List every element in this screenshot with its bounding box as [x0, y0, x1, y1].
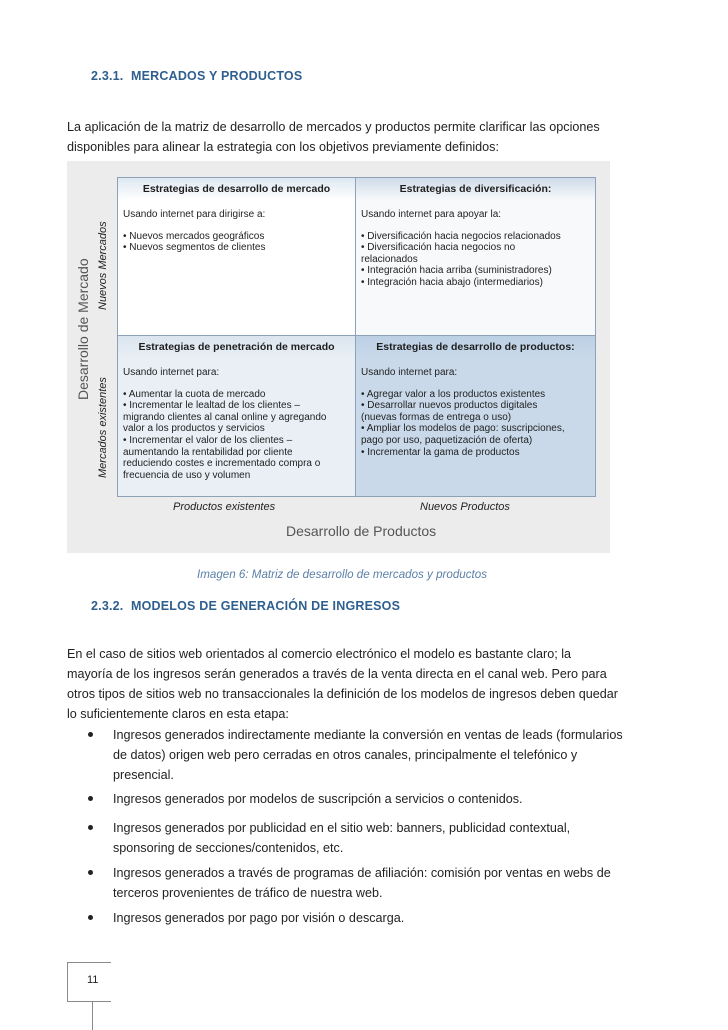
bullet-icon: [88, 796, 93, 801]
bullet-icon: [88, 915, 93, 920]
quadrant-market-penetration: [118, 336, 356, 496]
section-title: MERCADOS Y PRODUCTOS: [131, 69, 303, 83]
quadrant-item: aumentando la rentabilidad por cliente: [123, 446, 293, 458]
quadrant-item: • Diversificación hacia negocios relacionados: [361, 230, 561, 242]
quadrant-item: • Agregar valor a los productos existentes: [361, 388, 546, 400]
x-label-existing-products: Productos existentes: [173, 501, 276, 513]
quadrant-item: frecuencia de uso y volumen: [123, 469, 251, 481]
revenue-paragraph: [67, 644, 707, 724]
list-item-line: Ingresos generados a través de programas de afiliación: comisión por ventas en webs de: [113, 866, 611, 880]
quadrant-intro: Usando internet para dirigirse a:: [123, 209, 266, 220]
quadrant-title: Estrategias de diversificación:: [399, 183, 552, 195]
quadrant-item: • Incrementar la gama de productos: [361, 446, 520, 458]
paragraph-line: lo suficientemente claros en esta etapa:: [67, 707, 289, 721]
quadrant-intro: Usando internet para:: [123, 367, 220, 378]
quadrant-item: valor a los productos y servicios: [123, 423, 265, 435]
figure-caption: Imagen 6: Matriz de desarrollo de mercados y productos: [197, 568, 487, 581]
quadrant-item: • Aumentar la cuota de mercado: [123, 388, 266, 400]
quadrant-item: • Nuevos mercados geográficos: [123, 230, 265, 242]
y-axis-title: Desarrollo de Mercado: [75, 258, 91, 400]
quadrant-item: • Diversificación hacia negocios no: [361, 242, 516, 254]
page-number: 11: [87, 974, 99, 986]
quadrant-item: • Integración hacia arriba (suministradores): [361, 265, 552, 277]
list-item-line: Ingresos generados por modelos de suscripción a servicios o contenidos.: [113, 792, 523, 806]
quadrant-title: Estrategias de desarrollo de productos:: [376, 341, 575, 353]
paragraph-line: otros tipos de sitios web no transaccionales la definición de los modelos de ingresos deben quedar: [67, 687, 618, 701]
paragraph-line: La aplicación de la matriz de desarrollo de mercados y productos permite clarificar las opciones: [67, 120, 600, 134]
quadrant-item: • Desarrollar nuevos productos digitales: [361, 400, 538, 412]
list-item-line: terceros provenientes de tráfico de nuestra web.: [113, 886, 383, 900]
intro-paragraph: [67, 117, 677, 157]
section-number: 2.3.2.: [91, 599, 124, 613]
paragraph-line: disponibles para alinear la estrategia con los objetivos previamente definidos:: [67, 140, 499, 154]
section-heading-2-3-1: [91, 69, 302, 83]
bullet-icon: [88, 825, 93, 830]
bullet-icon: [88, 870, 93, 875]
y-label-new-markets: Nuevos Mercados: [97, 221, 109, 310]
quadrant-intro: Usando internet para:: [361, 367, 458, 378]
list-item-line: de datos) origen web pero cerradas en otros canales, principalmente el telefónico y: [113, 748, 578, 762]
quadrant-item: pago por uso, paquetización de oferta): [361, 434, 533, 446]
quadrant-item: migrando clientes al canal online y agregando: [123, 411, 327, 423]
quadrant-item: • Ampliar los modelos de pago: suscripciones,: [361, 423, 565, 435]
section-heading-2-3-2: [91, 599, 400, 613]
list-item-line: Ingresos generados por publicidad en el sitio web: banners, publicidad contextual,: [113, 821, 571, 835]
quadrant-item: • Nuevos segmentos de clientes: [123, 242, 266, 254]
quadrant-title: Estrategias de penetración de mercado: [138, 341, 335, 353]
quadrant-item: • Integración hacia abajo (intermediarios): [361, 276, 543, 288]
section-number: 2.3.1.: [91, 69, 124, 83]
quadrant-item: reduciendo costes e incrementado compra o: [123, 458, 321, 470]
list-item-line: Ingresos generados por pago por visión o descarga.: [113, 911, 405, 925]
quadrant-item: (nuevas formas de entrega o uso): [361, 411, 512, 423]
x-label-new-products: Nuevos Productos: [420, 501, 510, 513]
bullet-icon: [88, 732, 93, 737]
market-product-matrix: [117, 177, 596, 497]
quadrant-title: Estrategias de desarrollo de mercado: [142, 183, 331, 195]
quadrant-item: relacionados: [361, 253, 418, 265]
list-item-line: Ingresos generados indirectamente mediante la conversión en ventas de leads (formularios: [113, 728, 623, 742]
paragraph-line: mayoría de los ingresos serán generados a través de la venta directa en el canal web. Pero para: [67, 667, 607, 681]
quadrant-intro: Usando internet para apoyar la:: [361, 209, 502, 220]
paragraph-line: En el caso de sitios web orientados al comercio electrónico el modelo es bastante claro; la: [67, 647, 572, 661]
quadrant-diversification: [356, 178, 595, 336]
section-title: MODELOS DE GENERACIÓN DE INGRESOS: [131, 599, 401, 613]
quadrant-item: • Incrementar le lealtad de los clientes –: [123, 400, 300, 412]
quadrant-market-development: [118, 178, 356, 336]
list-item-line: presencial.: [113, 768, 174, 782]
page-number-rule: [92, 1002, 93, 1030]
x-axis-title: Desarrollo de Productos: [286, 523, 437, 539]
y-label-existing-markets: Mercados existentes: [97, 377, 109, 478]
quadrant-product-development: [356, 336, 595, 496]
list-item-line: sponsoring de secciones/contenidos, etc.: [113, 841, 344, 855]
quadrant-item: • Incrementar el valor de los clientes –: [123, 434, 293, 446]
